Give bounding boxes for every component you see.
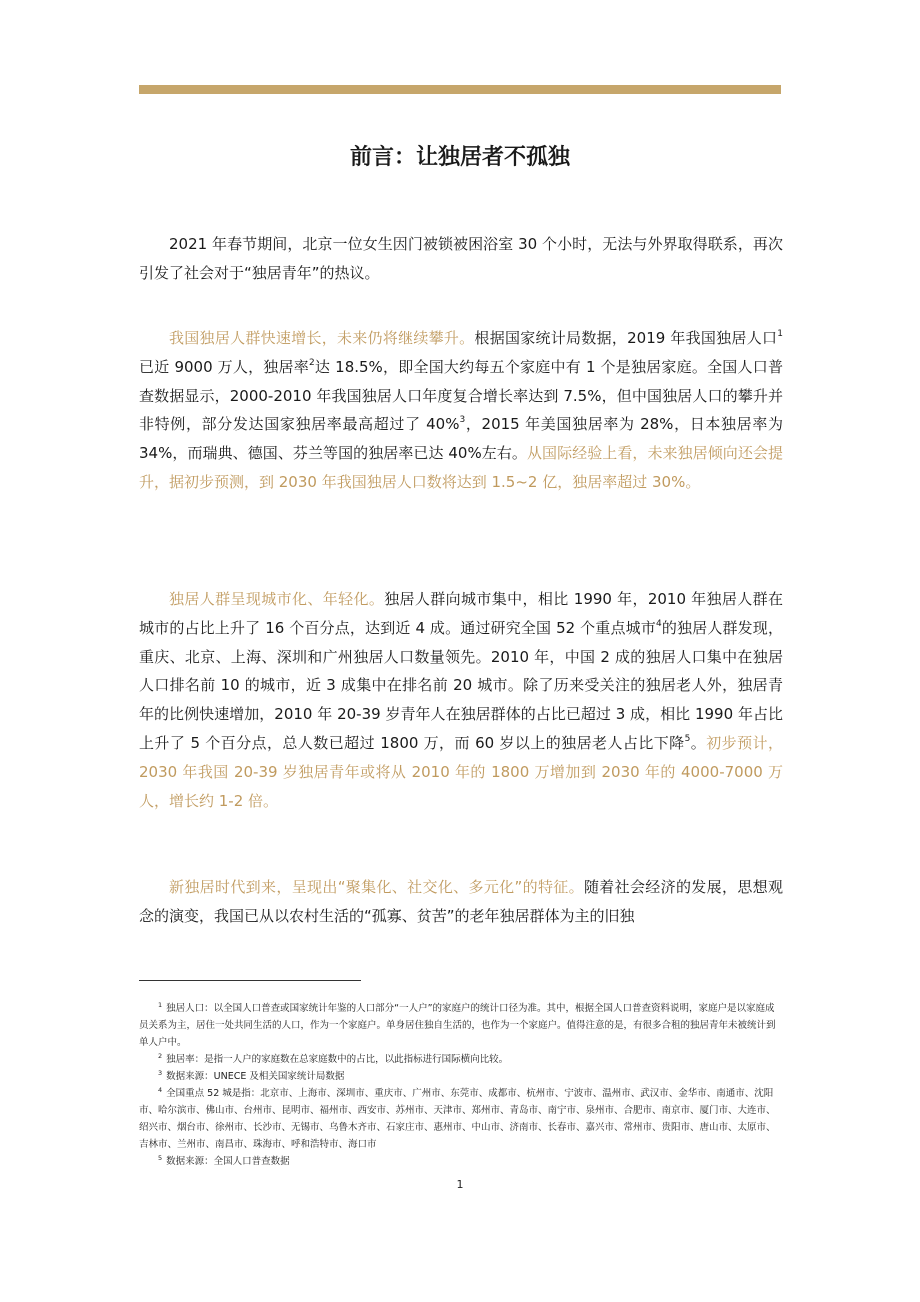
- paragraph-2-text: 根据国家统计局数据，2019 年我国独居人口: [474, 329, 778, 347]
- footnotes: [139, 1000, 781, 1170]
- paragraph-2-text: ，2015 年美国独居率为 28%，日本独居率为 34%，而瑞典、德国、芬兰等国的独居率已达 40%左右。: [139, 415, 783, 463]
- footnote-number: 2: [158, 1052, 163, 1060]
- paragraph-3-lead: 独居人群呈现城市化、年轻化。: [169, 590, 385, 608]
- paragraph-3-tail: 初步预计，2030 年我国 20-39 岁独居青年或将从 2010 年的 1800 万增加到 2030 年的 4000-7000 万人，增长约 1-2 倍。: [139, 733, 783, 810]
- footnote-text: 数据来源：全国人口普查数据: [166, 1156, 290, 1167]
- footnote-ref[interactable]: 4: [655, 618, 662, 629]
- paragraph-4-lead: 新独居时代到来，呈现出“聚集化、社交化、多元化”的特征。: [169, 878, 584, 896]
- footnote-number: 3: [158, 1069, 163, 1077]
- paragraph-1-text: 2021 年春节期间，北京一位女生因门被锁被困浴室 30 个小时，无法与外界取得联系，再次引发了社会对于“独居青年”的热议。: [139, 235, 783, 282]
- footnote-ref[interactable]: 5: [684, 733, 691, 744]
- footnote-number: 4: [158, 1086, 163, 1094]
- paragraph-3-text: 独居人群向城市集中，相比 1990 年，2010 年独居人群在城市的占比上升了 16 个百分点，达到近 4 成。通过研究全国 52 个重点城市: [139, 590, 783, 637]
- footnote-item: [139, 1051, 781, 1068]
- page-title: 前言：让独居者不孤独: [349, 145, 570, 170]
- paragraph-2-text: 已近 9000 万人，独居率: [139, 357, 309, 376]
- paragraph-4: [139, 873, 783, 931]
- footnote-ref[interactable]: 2: [308, 357, 315, 368]
- paragraph-2-lead: 我国独居人群快速增长，未来仍将继续攀升。: [169, 329, 475, 347]
- footnote-ref[interactable]: 3: [459, 415, 466, 426]
- paragraph-2-text: 达 18.5%，即全国大约每五个家庭中有 1 个是独居家庭。全国人口普查数据显示，2000-2010 年我国独居人口年度复合增长率达到 7.5%，但中国独居人口的攀升并非特例，部分发达国家独居率最高超过了 40%: [139, 357, 783, 434]
- header-rule: [139, 85, 781, 94]
- footnote-item: [139, 1068, 781, 1085]
- paragraph-3: [139, 585, 783, 815]
- footnote-item: [139, 1085, 781, 1153]
- footnote-text: 独居率：是指一人户的家庭数在总家庭数中的占比，以此指标进行国际横向比较。: [166, 1054, 509, 1065]
- footnote-number: 5: [158, 1154, 163, 1162]
- paragraph-3-text: 的独居人群发现，重庆、北京、上海、深圳和广州独居人口数量领先。2010 年，中国 2 成的独居人口集中在独居人口排名前 10 的城市，近 3 成集中在排名前 20 城市。除了历来受关注的独居老人外，独居青年的比例快速增加，2010 年 20-39 岁青年人在独居群体的占比已超过 3 成，相比 1990 年占比上升了 5 个百分点，总人数已超过 1800 万，而 60 岁以上的独居老人占比下降: [139, 618, 783, 752]
- footnote-item: [139, 1153, 781, 1170]
- page-number: 1: [456, 1178, 464, 1191]
- footnote-text: 数据来源：UNECE 及相关国家统计局数据: [166, 1071, 345, 1082]
- footnote-item: [139, 1000, 781, 1051]
- footnote-ref[interactable]: 1: [777, 329, 783, 339]
- paragraph-4-text: 随着社会经济的发展，思想观念的演变，我国已从以农村生活的“孤寡、贫苦”的老年独居群体为主的旧独: [139, 878, 783, 925]
- footnote-separator: [139, 980, 361, 981]
- paragraph-1: [139, 230, 783, 288]
- paragraph-2-tail: 从国际经验上看，未来独居倾向还会提升，据初步预测，到 2030 年我国独居人口数将达到 1.5~2 亿，独居率超过 30%。: [139, 444, 783, 491]
- paragraph-2: [139, 324, 783, 497]
- footnote-number: 1: [158, 1001, 163, 1009]
- footnote-text: 独居人口：以全国人口普查或国家统计年鉴的人口部分“一人户”的家庭户的统计口径为准。其中，根据全国人口普查资料说明，家庭户是以家庭成员关系为主，居住一处共同生活的人口，作为一个家庭户。单身居住独自生活的，也作为一个家庭户。值得注意的是，有很多合租的独居青年未被统计到单人户中。: [139, 1003, 776, 1048]
- paragraph-3-text: 。: [690, 733, 707, 752]
- footnote-text: 全国重点 52 城是指：北京市、上海市、深圳市、重庆市、广州市、东莞市、成都市、杭州市、宁波市、温州市、武汉市、金华市、南通市、沈阳市、哈尔滨市、佛山市、台州市、昆明市、福州市、西安市、苏州市、天津市、郑州市、青岛市、南宁市、泉州市、合肥市、南京市、厦门市、大连市、绍兴市、烟台市、徐州市、长沙市、无锡市、乌鲁木齐市、石家庄市、惠州市、中山市、济南市、长春市、嘉兴市、常州市、贵阳市、唐山市、太原市、吉林市、兰州市、南昌市、珠海市、呼和浩特市、海口市: [139, 1088, 776, 1150]
